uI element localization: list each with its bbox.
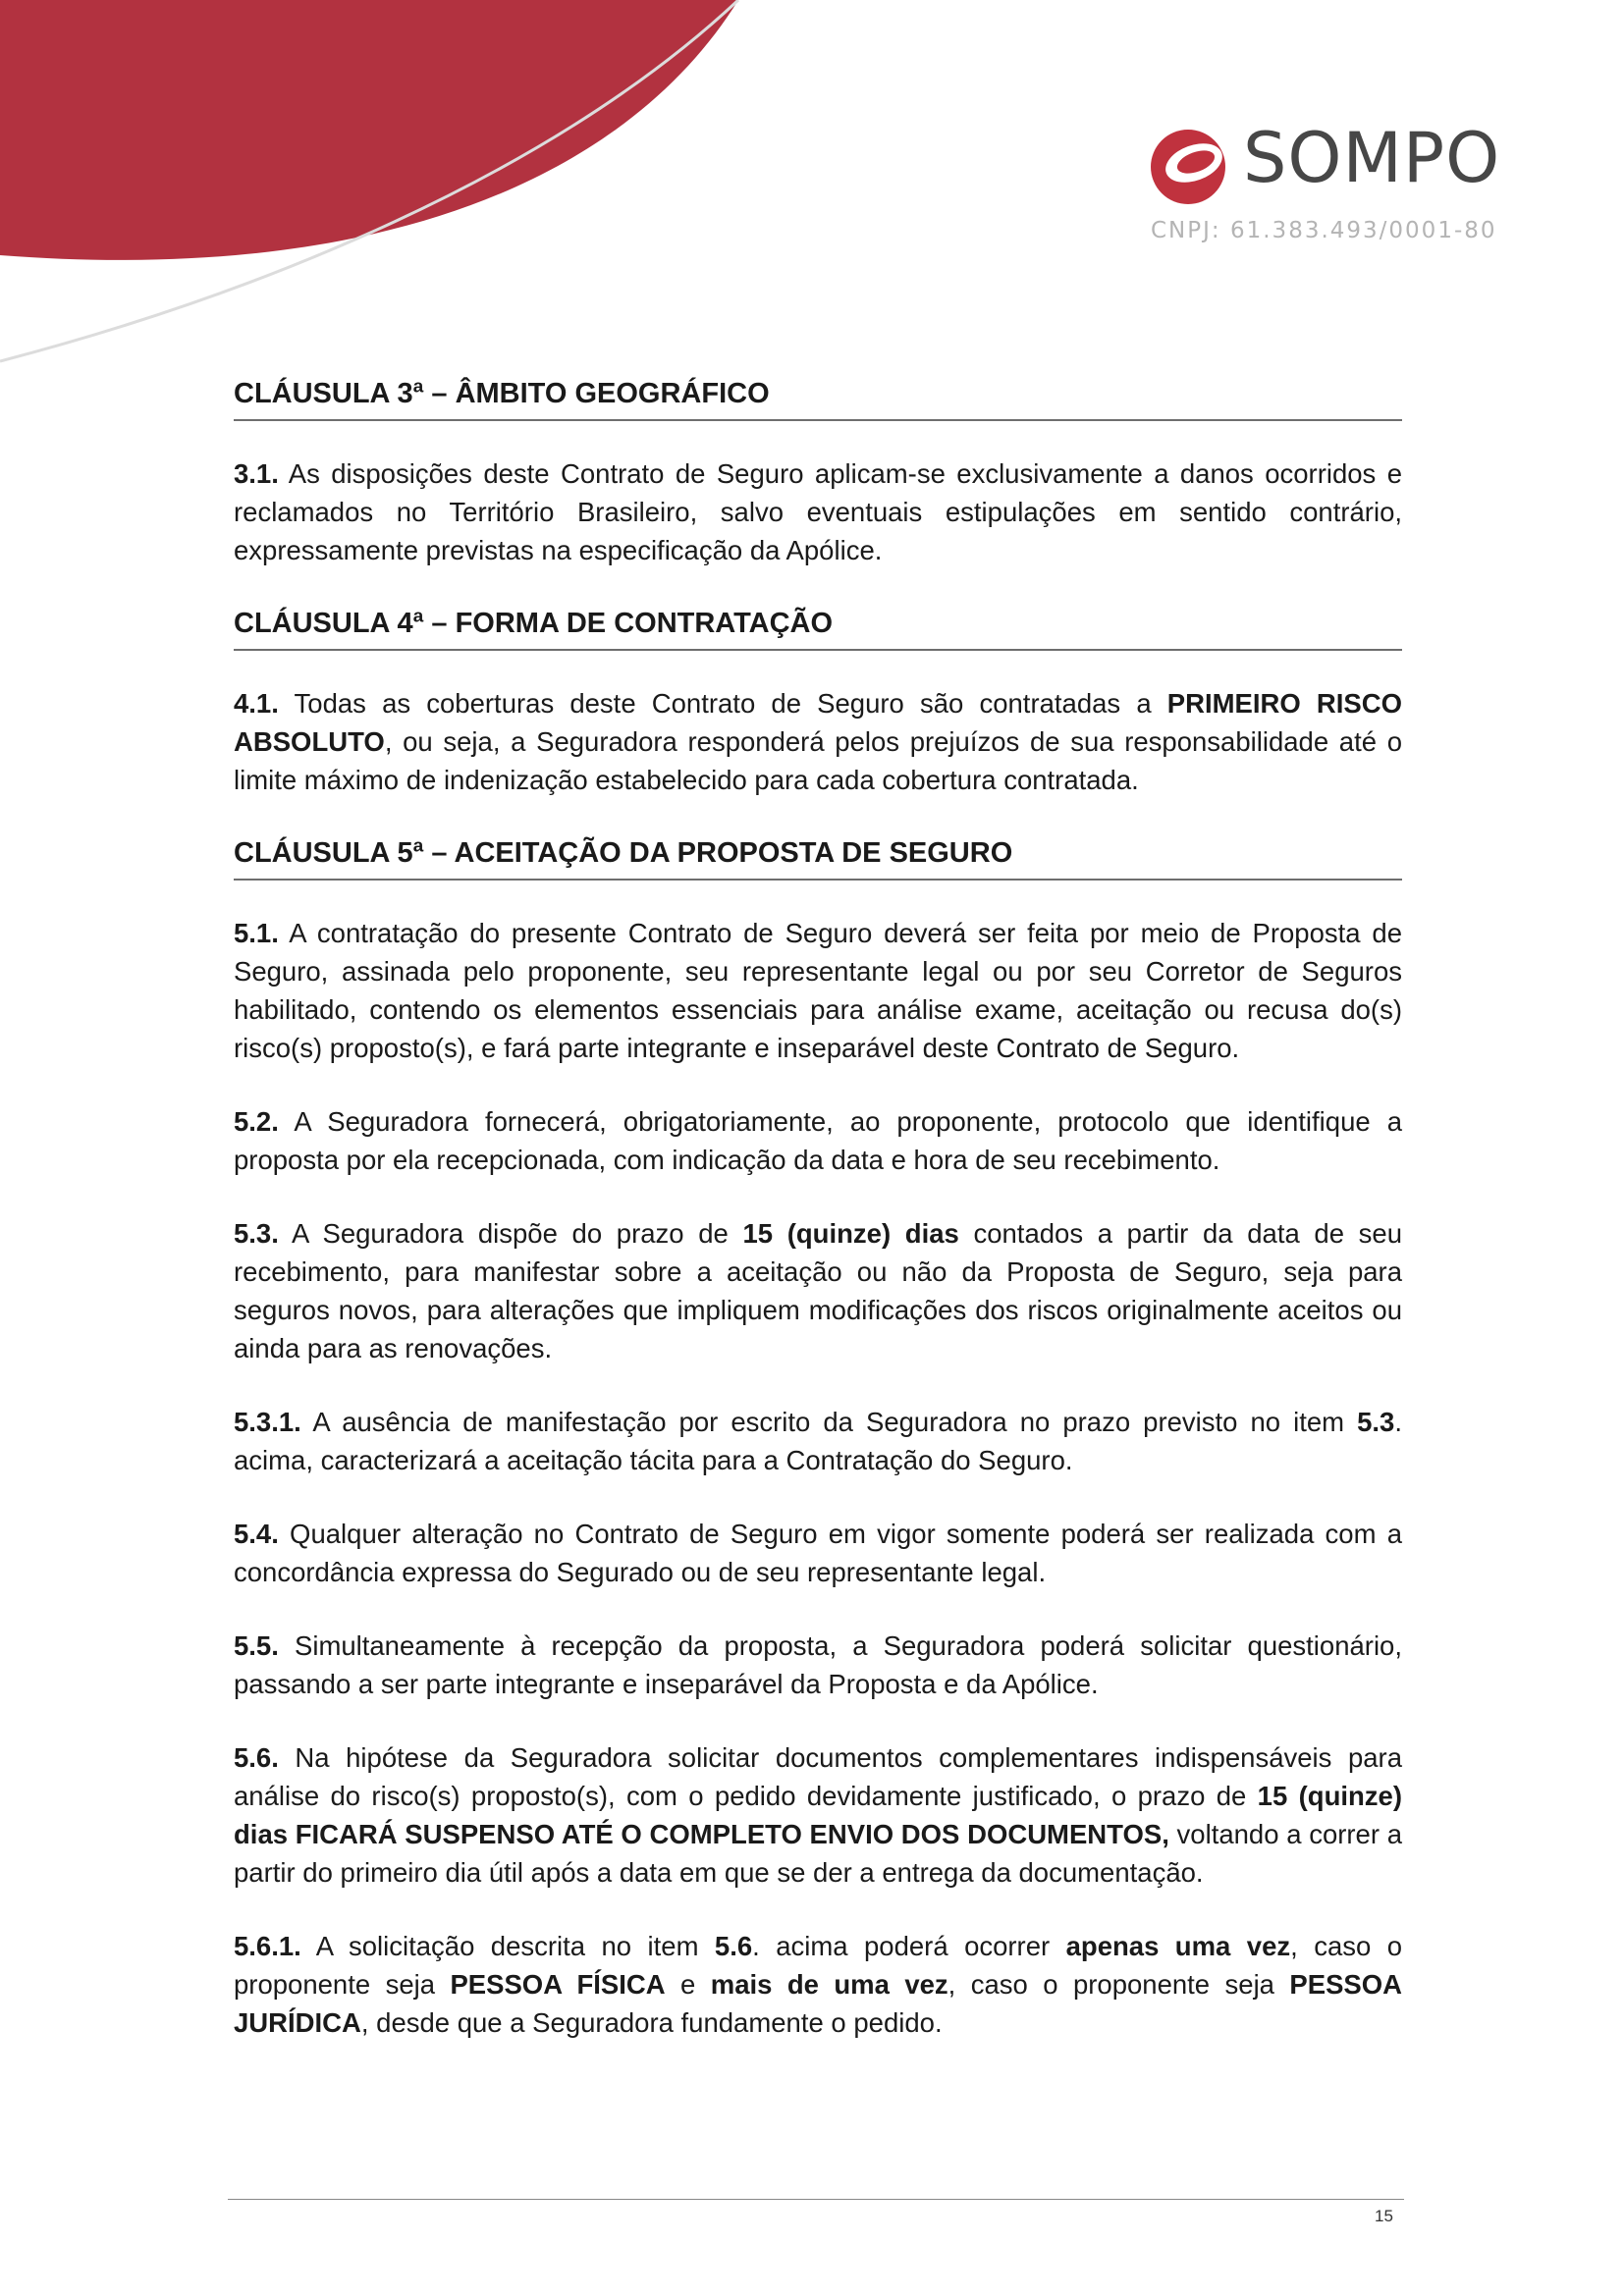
company-logo bbox=[1147, 120, 1520, 247]
paragraph-text: A Seguradora dispõe do prazo de bbox=[278, 1218, 743, 1249]
item-number: 5.5. bbox=[234, 1630, 279, 1661]
paragraph-text: A ausência de manifestação por escrito da Seguradora no prazo previsto no item bbox=[300, 1407, 1358, 1437]
paragraph-text: . acima poderá ocorrer bbox=[752, 1931, 1066, 1961]
item-number: 5.3. bbox=[234, 1218, 279, 1249]
logo-wordmark: SOMPO bbox=[1243, 118, 1501, 198]
clause-3-heading: CLÁUSULA 3ª – ÂMBITO GEOGRÁFICO bbox=[234, 375, 1402, 421]
paragraph-text: A contratação do presente Contrato de Seguro deverá ser feita por meio de Proposta de Seguro, assinada pelo proponente, seu representante legal ou por seu Corretor de Seguros habilitado, contendo os elementos essenciais para análise exame, aceitação ou recusa do(s) risco(s) proposto(s), e fará parte integrante e inseparável deste Contrato de Seguro. bbox=[234, 918, 1402, 1063]
item-number: 5.6.1. bbox=[234, 1931, 301, 1961]
paragraph-4-1 bbox=[234, 684, 1402, 799]
paragraph-text: Simultaneamente à recepção da proposta, a Seguradora poderá solicitar questionário, passando a ser parte integrante e inseparável da Proposta e da Apólice. bbox=[234, 1630, 1402, 1699]
paragraph-5-4 bbox=[234, 1515, 1402, 1591]
clause-4-heading: CLÁUSULA 4ª – FORMA DE CONTRATAÇÃO bbox=[234, 605, 1402, 651]
item-number: 5.1. bbox=[234, 918, 279, 948]
bold-term: 5.6 bbox=[714, 1931, 753, 1961]
paragraph-text: contados a partir da data de seu recebimento, para manifestar sobre a aceitação ou não da Proposta de Seguro, seja para seguros novos, para alterações que impliquem modificações dos riscos originalmente aceitos ou ainda para as renovações. bbox=[234, 1218, 1402, 1363]
paragraph-text: e bbox=[665, 1969, 711, 2000]
item-number: 4.1. bbox=[234, 688, 279, 719]
paragraph-text: A Seguradora fornecerá, obrigatoriamente, ao proponente, protocolo que identifique a proposta por ela recepcionada, com indicação da data e hora de seu recebimento. bbox=[234, 1106, 1402, 1175]
item-number: 5.2. bbox=[234, 1106, 279, 1137]
document-body bbox=[234, 375, 1402, 2077]
paragraph-text: Na hipótese da Seguradora solicitar documentos complementares indispensáveis para análise do risco(s) proposto(s), com o pedido devidamente justificado, o prazo de bbox=[234, 1742, 1402, 1811]
paragraph-text: , ou seja, a Seguradora responderá pelos prejuízos de sua responsabilidade até o limite máximo de indenização estabelecido para cada cobertura contratada. bbox=[234, 726, 1402, 795]
paragraph-5-2 bbox=[234, 1102, 1402, 1179]
footer-divider bbox=[228, 2199, 1404, 2200]
bold-term: 5.3 bbox=[1357, 1407, 1395, 1437]
paragraph-text: , caso o proponente seja bbox=[947, 1969, 1290, 2000]
paragraph-text: , caso o proponente seja bbox=[234, 1931, 1403, 2000]
bold-term: mais de uma vez bbox=[710, 1969, 948, 2000]
paragraph-text: . acima, caracterizará a aceitação tácita para a Contratação do Seguro. bbox=[234, 1407, 1402, 1475]
bold-term: 15 (quinze) dias FICARÁ SUSPENSO ATÉ O COMPLETO ENVIO DOS DOCUMENTOS, bbox=[234, 1781, 1403, 1849]
bold-term: PRIMEIRO RISCO ABSOLUTO bbox=[234, 688, 1403, 757]
item-number: 5.4. bbox=[234, 1519, 279, 1549]
paragraph-text: voltando a correr a partir do primeiro dia útil após a data em que se der a entrega da documentação. bbox=[234, 1819, 1403, 1888]
paragraph-5-6 bbox=[234, 1738, 1402, 1892]
paragraph-text: Qualquer alteração no Contrato de Seguro em vigor somente poderá ser realizada com a concordância expressa do Segurado ou de seu representante legal. bbox=[234, 1519, 1402, 1587]
paragraph-5-3-1 bbox=[234, 1403, 1402, 1479]
paragraph-text: , desde que a Seguradora fundamente o pedido. bbox=[360, 2007, 943, 2038]
clause-5-heading: CLÁUSULA 5ª – ACEITAÇÃO DA PROPOSTA DE SEGURO bbox=[234, 834, 1402, 881]
cnpj-number: CNPJ: 61.383.493/0001-80 bbox=[1151, 218, 1497, 243]
red-arc-shape bbox=[0, 0, 738, 260]
bold-term: 15 (quinze) dias bbox=[742, 1218, 959, 1249]
paragraph-5-3 bbox=[234, 1214, 1402, 1367]
paragraph-text: Todas as coberturas deste Contrato de Seguro são contratadas a bbox=[278, 688, 1167, 719]
item-number: 5.6. bbox=[234, 1742, 279, 1773]
bold-term: apenas uma vez bbox=[1065, 1931, 1291, 1961]
paragraph-3-1 bbox=[234, 454, 1402, 569]
paragraph-5-5 bbox=[234, 1627, 1402, 1703]
paragraph-5-6-1 bbox=[234, 1927, 1402, 2042]
sompo-logo-icon bbox=[1147, 124, 1235, 212]
item-number: 5.3.1. bbox=[234, 1407, 301, 1437]
item-number: 3.1. bbox=[234, 458, 279, 489]
paragraph-text: A solicitação descrita no item bbox=[300, 1931, 715, 1961]
page-number: 15 bbox=[1375, 2207, 1393, 2225]
paragraph-text: As disposições deste Contrato de Seguro aplicam-se exclusivamente a danos ocorridos e reclamados no Território Brasileiro, salvo eventuais estipulações em sentido contrário, expressamente previstas na especificação da Apólice. bbox=[234, 458, 1402, 565]
paragraph-5-1 bbox=[234, 914, 1402, 1067]
bold-term: PESSOA FÍSICA bbox=[450, 1969, 666, 2000]
bold-term: PESSOA JURÍDICA bbox=[234, 1969, 1403, 2038]
